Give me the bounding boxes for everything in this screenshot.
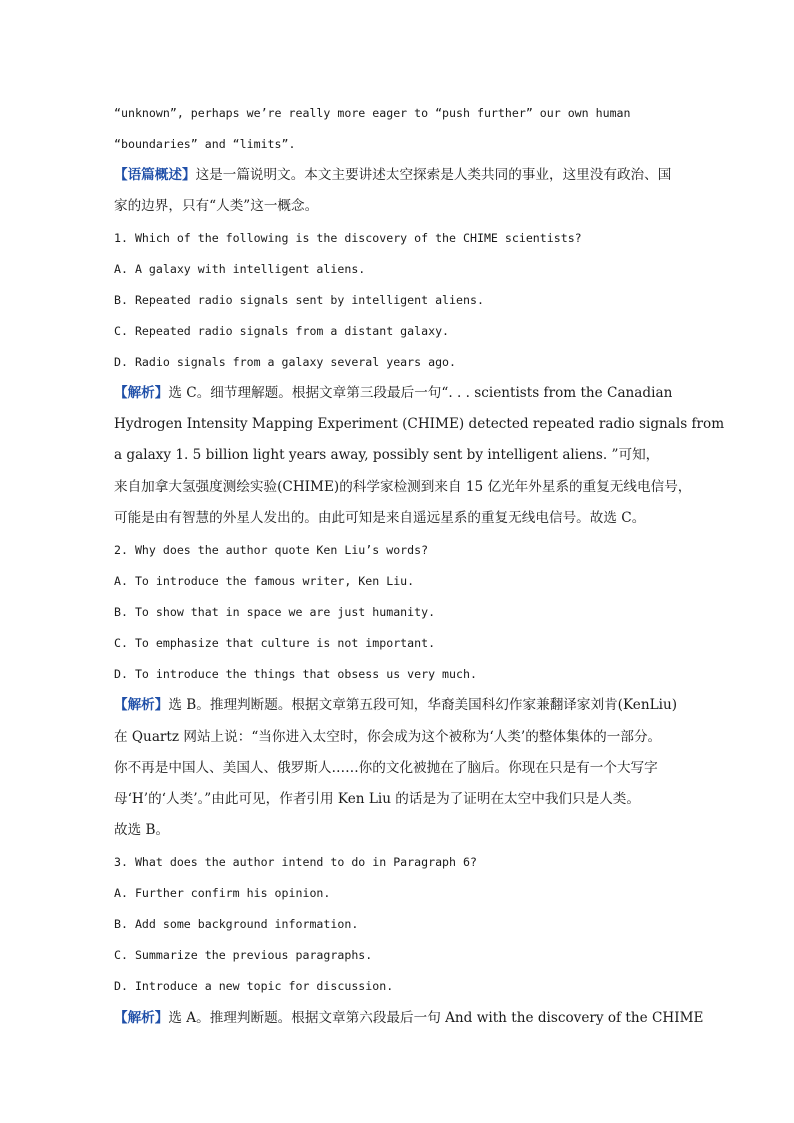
- option-1c: C. Repeated radio signals from a distant galaxy.: [114, 324, 450, 338]
- option-2b: B. To show that in space we are just humanity.: [114, 605, 436, 619]
- analysis-2-line: 母‘H’的‘人类’。”由此可见，作者引用 Ken Liu 的话是为了证明在太空中我们只是人类。: [114, 791, 640, 807]
- passage-line: “unknown”, perhaps we’re really more eager to “push further” our own human: [114, 106, 631, 120]
- analysis-1-line: Hydrogen Intensity Mapping Experiment (CHIME) detected repeated radio signals from: [114, 416, 725, 432]
- analysis-2-line: [114, 695, 677, 715]
- summary-tag: 【语篇概述】: [114, 167, 196, 183]
- analysis-tag: 【解析】: [114, 1010, 169, 1026]
- option-3c: C. Summarize the previous paragraphs.: [114, 948, 373, 962]
- option-2d: D. To introduce the things that obsess us very much.: [114, 667, 477, 681]
- passage-line: “boundaries” and “limits”.: [114, 137, 296, 151]
- analysis-1-line: a galaxy 1. 5 billion light years away, possibly sent by intelligent aliens. ”可知，: [114, 447, 660, 463]
- analysis-tag: 【解析】: [114, 385, 169, 401]
- analysis-3-line: [114, 1008, 703, 1028]
- option-3b: B. Add some background information.: [114, 917, 359, 931]
- summary-line: [114, 165, 671, 185]
- analysis-1-line: 可能是由有智慧的外星人发出的。由此可知是来自遥远星系的重复无线电信号。故选 C。: [114, 510, 646, 526]
- question-3: 3. What does the author intend to do in Paragraph 6?: [114, 855, 477, 869]
- question-2: 2. Why does the author quote Ken Liu’s words?: [114, 543, 429, 557]
- summary-line: 家的边界，只有“人类”这一概念。: [114, 198, 319, 214]
- summary-text: 这是一篇说明文。本文主要讲述太空探索是人类共同的事业，这里没有政治、国: [195, 167, 672, 183]
- option-1b: B. Repeated radio signals sent by intelligent aliens.: [114, 293, 484, 307]
- analysis-2-line: 你不再是中国人、美国人、俄罗斯人……你的文化被抛在了脑后。你现在只是有一个大写字: [114, 760, 658, 776]
- option-3d: D. Introduce a new topic for discussion.: [114, 979, 394, 993]
- question-1: 1. Which of the following is the discovery of the CHIME scientists?: [114, 231, 582, 245]
- option-3a: A. Further confirm his opinion.: [114, 886, 331, 900]
- analysis-text: 选 C。细节理解题。根据文章第三段最后一句“. . . scientists from the Canadian: [168, 385, 673, 401]
- analysis-2-line: 故选 B。: [114, 822, 170, 838]
- option-2c: C. To emphasize that culture is not important.: [114, 636, 436, 650]
- analysis-text: 选 B。推理判断题。根据文章第五段可知，华裔美国科幻作家兼翻译家刘肯(KenLiu): [168, 697, 678, 713]
- analysis-text: 选 A。推理判断题。根据文章第六段最后一句 And with the discovery of the CHIME: [168, 1010, 704, 1026]
- analysis-tag: 【解析】: [114, 697, 169, 713]
- option-1a: A. A galaxy with intelligent aliens.: [114, 262, 366, 276]
- option-1d: D. Radio signals from a galaxy several years ago.: [114, 355, 457, 369]
- analysis-1-line: 来自加拿大氢强度测绘实验(CHIME)的科学家检测到来自 15 亿光年外星系的重复无线电信号，: [114, 479, 692, 495]
- option-2a: A. To introduce the famous writer, Ken Liu.: [114, 574, 415, 588]
- analysis-1-line: [114, 383, 672, 403]
- analysis-2-line: 在 Quartz 网站上说：“当你进入太空时，你会成为这个被称为‘人类’的整体集体的一部分。: [114, 729, 662, 745]
